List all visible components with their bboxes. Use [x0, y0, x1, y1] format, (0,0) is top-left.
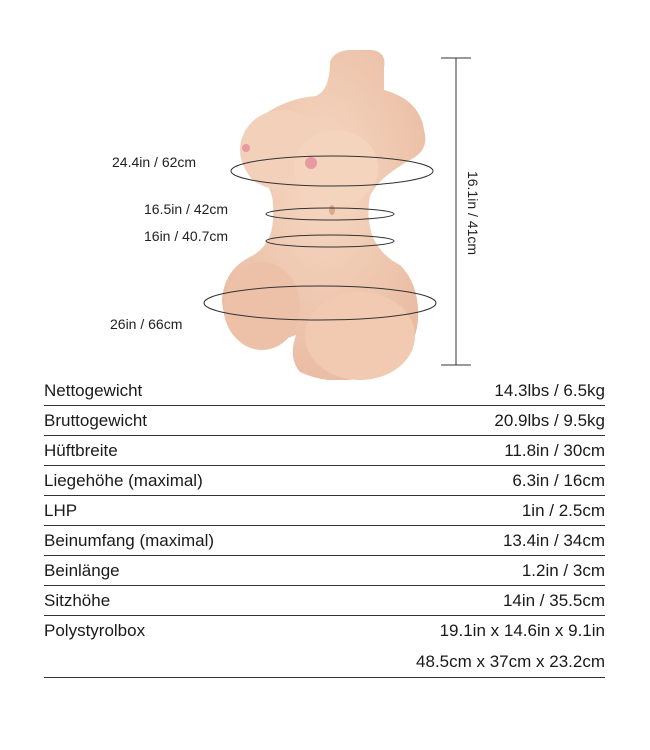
spec-row: [44, 466, 605, 496]
spec-value-inches: 19.1in x 14.6in x 9.1in: [439, 621, 605, 640]
spec-value: 11.8in / 30cm: [504, 440, 605, 460]
spec-row: [44, 376, 605, 406]
spec-value: 14.3lbs / 6.5kg: [494, 380, 605, 400]
spec-label: Beinlänge: [44, 560, 120, 580]
waist-lower-label: 16in / 40.7cm: [144, 228, 229, 244]
spec-label: Nettogewicht: [44, 380, 143, 400]
right-leg-stump: [305, 292, 415, 380]
height-label: 16.1in / 41cm: [465, 170, 481, 256]
spec-table: [44, 376, 605, 678]
spec-label: Hüftbreite: [44, 440, 118, 460]
hip-label: 26in / 66cm: [110, 316, 183, 332]
spec-row: [44, 496, 605, 526]
spec-label: Polystyrolbox: [44, 621, 146, 640]
right-nipple: [305, 157, 317, 169]
spec-label: Liegehöhe (maximal): [44, 470, 203, 490]
spec-row: [44, 556, 605, 586]
left-leg-stump: [224, 262, 300, 350]
spec-row-box: [44, 616, 605, 678]
right-breast: [294, 130, 378, 206]
spec-label: Beinumfang (maximal): [44, 530, 215, 550]
navel: [329, 205, 335, 215]
left-nipple: [242, 144, 250, 152]
spec-label: Bruttogewicht: [44, 410, 147, 430]
spec-value-cm: 48.5cm x 37cm x 23.2cm: [416, 652, 605, 671]
spec-row: [44, 406, 605, 436]
spec-row: [44, 526, 605, 556]
spec-value: 6.3in / 16cm: [512, 470, 605, 490]
waist-upper-label: 16.5in / 42cm: [144, 201, 229, 217]
spec-value: 1.2in / 3cm: [521, 560, 605, 580]
spec-value: 1in / 2.5cm: [521, 500, 605, 520]
bust-label: 24.4in / 62cm: [112, 154, 197, 170]
spec-label: LHP: [44, 500, 78, 520]
spec-row: [44, 586, 605, 616]
spec-value: 14in / 35.5cm: [502, 590, 605, 610]
spec-value: 20.9lbs / 9.5kg: [494, 410, 605, 430]
spec-value: 13.4in / 34cm: [502, 530, 605, 550]
spec-label: Sitzhöhe: [44, 590, 111, 610]
spec-row: [44, 436, 605, 466]
